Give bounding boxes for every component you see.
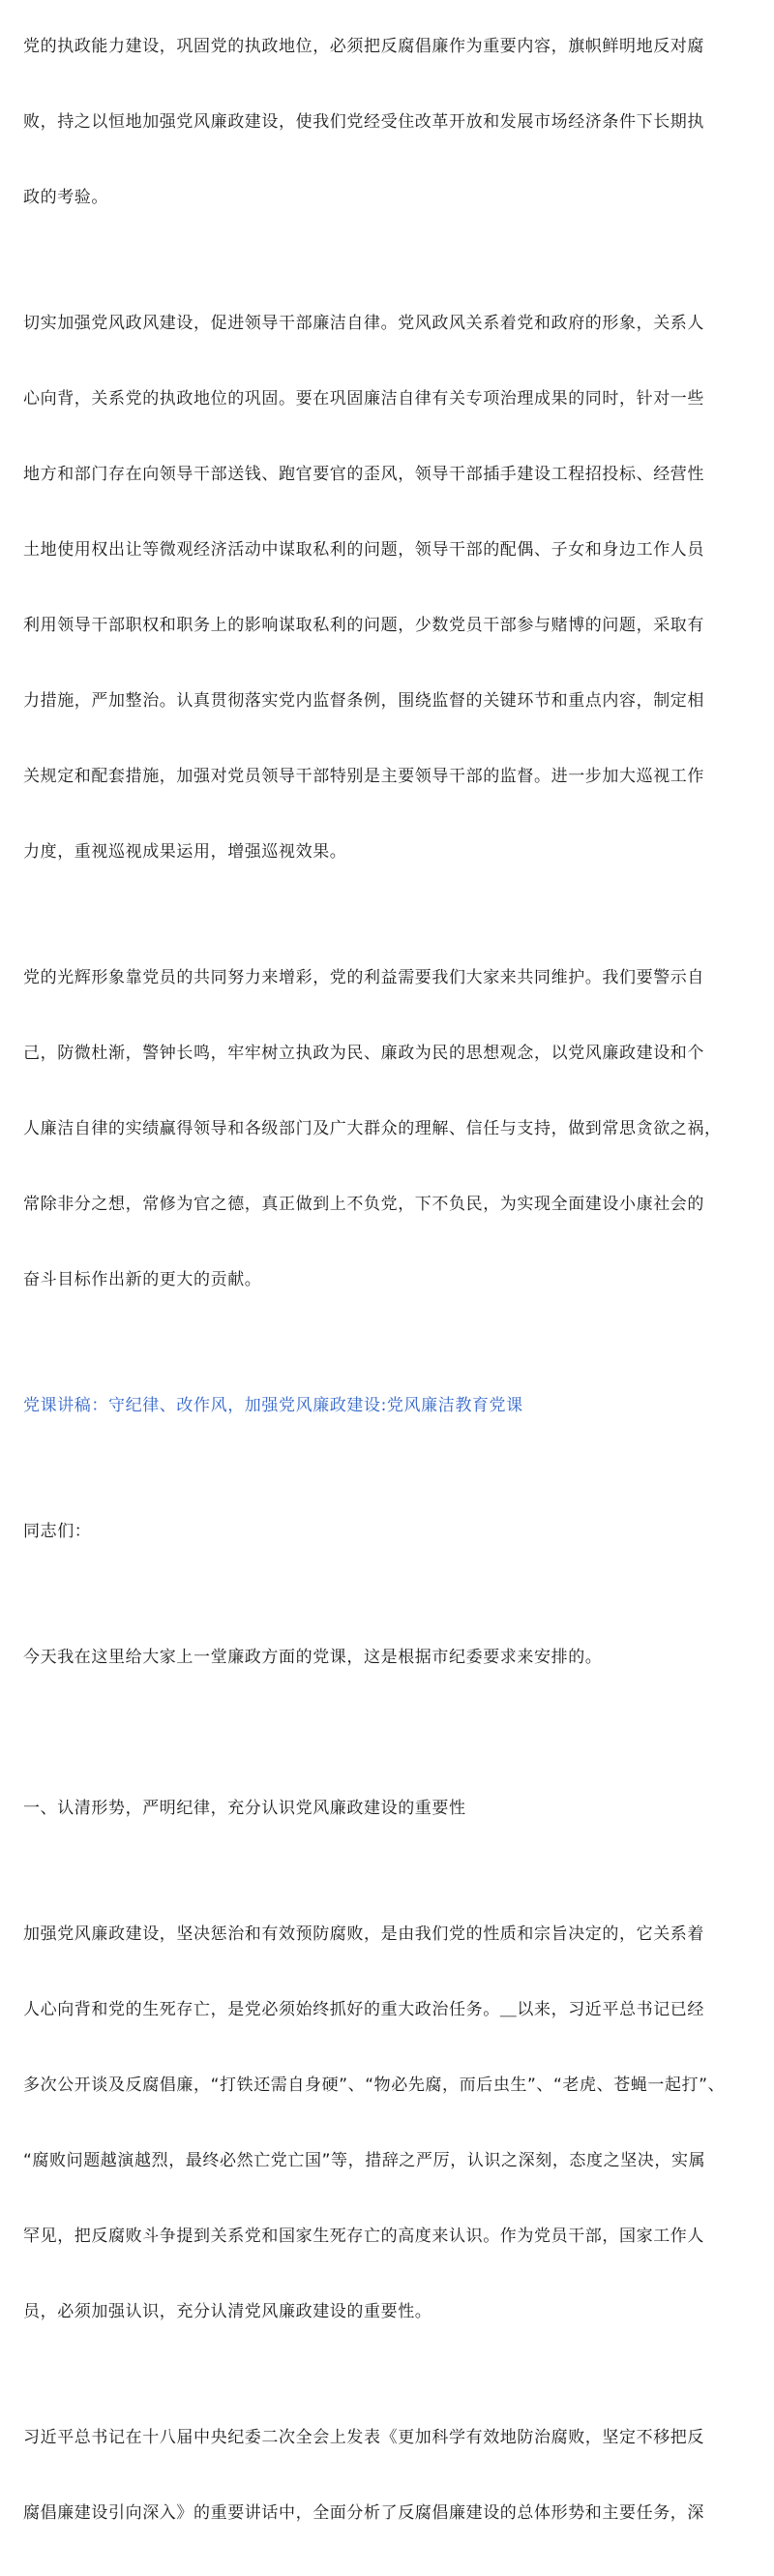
intro-text: 今天我在这里给大家上一堂廉政方面的党课，这是根据市纪委要求来安排的。 (23, 1648, 603, 1667)
text-line: 多次公开谈及反腐倡廉，“打铁还需自身硬”、“物必先腐，而后虫生”、“老虎、苍蝇一起打”、 (23, 2076, 726, 2095)
text-line: 力措施，严加整治。认真贯彻落实党内监督条例，围绕监督的关键环节和重点内容，制定相 (23, 691, 704, 711)
text-line: 败，持之以恒地加强党风廉政建设，使我们党经受住改革开放和发展市场经济条件下长期执 (23, 112, 704, 132)
lesson-heading-link[interactable] (23, 1343, 755, 1469)
text-line: 政的考验。 (23, 188, 108, 207)
paragraph (23, 915, 755, 1343)
paragraph (23, 1871, 755, 2375)
text-line: 人廉洁自律的实绩赢得领导和各级部门及广大群众的理解、信任与支持，做到常思贪欲之祸， (23, 1119, 722, 1138)
paragraph (23, 260, 755, 915)
document-body (23, 0, 755, 2576)
text-line: 己，防微杜渐，警钟长鸣，牢牢树立执政为民、廉政为民的思想观念，以党风廉政建设和个 (23, 1044, 704, 1063)
text-line: 土地使用权出让等微观经济活动中谋取私利的问题，领导干部的配偶、子女和身边工作人员 (23, 540, 704, 560)
paragraph (23, 0, 755, 260)
greeting (23, 1469, 755, 1594)
text-line: 力度，重视巡视成果运用，增强巡视效果。 (23, 842, 347, 862)
text-line: 党的光辉形象靠党员的共同努力来增彩，党的利益需要我们大家来共同维护。我们要警示自 (23, 968, 704, 987)
text-line: 奋斗目标作出新的更大的贡献。 (23, 1270, 262, 1289)
text-line: 关规定和配套措施，加强对党员领导干部特别是主要领导干部的监督。进一步加大巡视工作 (23, 767, 704, 786)
text-line: 心向背，关系党的执政地位的巩固。要在巩固廉洁自律有关专项治理成果的同时，针对一些 (23, 389, 704, 409)
greeting-text: 同志们： (23, 1522, 92, 1541)
text-line: 加强党风廉政建设，坚决惩治和有效预防腐败，是由我们党的性质和宗旨决定的，它关系着 (23, 1924, 704, 1944)
text-line: “腐败问题越演越烈，最终必然亡党亡国”等，措辞之严厉，认识之深刻，态度之坚决，实属 (23, 2151, 706, 2170)
text-line: 习近平总书记在十八届中央纪委二次全会上发表《更加科学有效地防治腐败，坚定不移把反 (23, 2428, 704, 2447)
text-line: 员，必须加强认识，充分认清党风廉政建设的重要性。 (23, 2302, 432, 2321)
section-title (23, 1745, 755, 1871)
section-title-text: 一、认清形势，严明纪律，充分认识党风廉政建设的重要性 (23, 1799, 466, 1818)
blank-line (23, 1720, 755, 1745)
text-line: 罕见，把反腐败斗争提到关系党和国家生死存亡的高度来认识。作为党员干部，国家工作人 (23, 2227, 704, 2246)
text-line: 党的执政能力建设，巩固党的执政地位，必须把反腐倡廉作为重要内容，旗帜鲜明地反对腐 (23, 37, 704, 56)
text-line: 切实加强党风政风建设，促进领导干部廉洁自律。党风政风关系着党和政府的形象，关系人 (23, 314, 704, 333)
text-line: 地方和部门存在向领导干部送钱、跑官要官的歪风，领导干部插手建设工程招投标、经营性 (23, 465, 704, 484)
intro-paragraph (23, 1594, 755, 1720)
text-line: 利用领导干部职权和职务上的影响谋取私利的问题，少数党员干部参与赌博的问题，采取有 (23, 616, 704, 635)
text-line: 腐倡廉建设引向深入》的重要讲话中，全面分析了反腐倡廉建设的总体形势和主要任务，深 (23, 2503, 704, 2523)
text-line: 常除非分之想，常修为官之德，真正做到上不负党，下不负民，为实现全面建设小康社会的 (23, 1195, 704, 1214)
paragraph (23, 2375, 755, 2576)
lesson-heading[interactable]: 党课讲稿：守纪律、改作风，加强党风廉政建设:党风廉洁教育党课 (23, 1396, 523, 1415)
text-line: 人心向背和党的生死存亡，是党必须始终抓好的重大政治任务。＿以来，习近平总书记已经 (23, 2000, 704, 2019)
